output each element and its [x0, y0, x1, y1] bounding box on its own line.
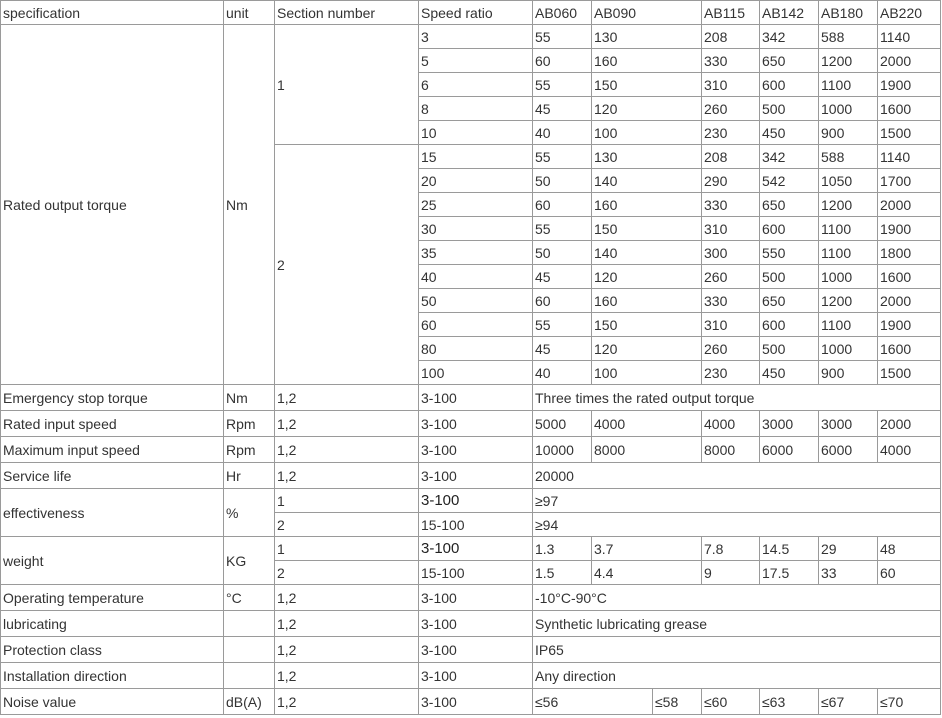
value-ab090: 140 — [592, 169, 702, 193]
value-ab142: 14.5 — [760, 537, 819, 561]
value-ab090: 100 — [592, 121, 702, 145]
value-ab220: 1600 — [878, 97, 941, 121]
value-ab180: 29 — [819, 537, 878, 561]
spec-value: Three times the rated output torque — [533, 385, 941, 411]
value-ab142: 17.5 — [760, 561, 819, 585]
header-model-ab115: AB115 — [702, 1, 760, 25]
value-ab090: 120 — [592, 97, 702, 121]
section-number: 1 — [275, 537, 419, 561]
header-specification: specification — [1, 1, 224, 25]
value-ab060: 40 — [533, 361, 592, 385]
value-ab220: 1600 — [878, 265, 941, 289]
value-ab060: 50 — [533, 169, 592, 193]
value-ab115: 260 — [702, 265, 760, 289]
value-ab090: 140 — [592, 241, 702, 265]
value-ab180: 1200 — [819, 49, 878, 73]
spec-value: ≥97 — [533, 489, 941, 513]
value-ab060: 60 — [533, 49, 592, 73]
speed-ratio: 50 — [419, 289, 533, 313]
speed-ratio: 15 — [419, 145, 533, 169]
speed-ratio: 3-100 — [419, 637, 533, 663]
value-ab180: 1200 — [819, 289, 878, 313]
value-ab115: 230 — [702, 121, 760, 145]
value-ab115: 310 — [702, 217, 760, 241]
spec-unit: % — [224, 489, 275, 537]
value-ab115: 7.8 — [702, 537, 760, 561]
noise-value-row — [1, 689, 941, 715]
maximum-input-speed-row — [1, 437, 941, 463]
section-number: 2 — [275, 561, 419, 585]
header-model-ab142: AB142 — [760, 1, 819, 25]
spec-unit — [224, 637, 275, 663]
header-row — [1, 1, 941, 25]
value-ab115: 290 — [702, 169, 760, 193]
value-ab180: 1100 — [819, 313, 878, 337]
value-ab060: 55 — [533, 25, 592, 49]
section-number: 1,2 — [275, 663, 419, 689]
value-ab180: 900 — [819, 121, 878, 145]
value-ab220: 1800 — [878, 241, 941, 265]
rated-output-torque-block — [1, 25, 941, 385]
value-ab115: 260 — [702, 97, 760, 121]
spec-label: Rated input speed — [1, 411, 224, 437]
value-ab220: 2000 — [878, 49, 941, 73]
value-ab060: 55 — [533, 313, 592, 337]
value-ab142: 500 — [760, 265, 819, 289]
section-number: 1 — [275, 25, 419, 145]
section-number: 1 — [275, 489, 419, 513]
section-number: 1,2 — [275, 585, 419, 611]
value-ab090: 4000 — [592, 411, 702, 437]
spec-label: Protection class — [1, 637, 224, 663]
value-ab115: 260 — [702, 337, 760, 361]
value-ab090: 160 — [592, 289, 702, 313]
value-ab220: 60 — [878, 561, 941, 585]
spec-unit: Rpm — [224, 437, 275, 463]
spec-label: Operating temperature — [1, 585, 224, 611]
spec-label: Noise value — [1, 689, 224, 715]
value-ab115: 330 — [702, 49, 760, 73]
value-ab142: 542 — [760, 169, 819, 193]
speed-ratio: 100 — [419, 361, 533, 385]
value-ab180: 1050 — [819, 169, 878, 193]
value-ab090: 130 — [592, 145, 702, 169]
spec-label: weight — [1, 537, 224, 585]
value-ab090: 8000 — [592, 437, 702, 463]
header-speed-ratio: Speed ratio — [419, 1, 533, 25]
spec-label: Installation direction — [1, 663, 224, 689]
header-model-ab180: AB180 — [819, 1, 878, 25]
value-ab142: 650 — [760, 49, 819, 73]
value-ab115: 9 — [702, 561, 760, 585]
value-ab220: 1900 — [878, 73, 941, 97]
speed-ratio: 3-100 — [419, 663, 533, 689]
value-ab180: 900 — [819, 361, 878, 385]
speed-ratio: 3-100 — [419, 611, 533, 637]
value-ab060: 45 — [533, 337, 592, 361]
spec-label: lubricating — [1, 611, 224, 637]
value-ab060: 10000 — [533, 437, 592, 463]
value-ab220: 1900 — [878, 313, 941, 337]
value-ab142: 450 — [760, 121, 819, 145]
spec-unit: Nm — [224, 385, 275, 411]
spec-label: Maximum input speed — [1, 437, 224, 463]
speed-ratio: 6 — [419, 73, 533, 97]
speed-ratio: 3 — [419, 25, 533, 49]
spec-value: Any direction — [533, 663, 941, 689]
header-model-ab060: AB060 — [533, 1, 592, 25]
spec-value: 20000 — [533, 463, 941, 489]
service-life-row — [1, 463, 941, 489]
value-ab180: 1200 — [819, 193, 878, 217]
spec-unit: Hr — [224, 463, 275, 489]
value-ab115: 8000 — [702, 437, 760, 463]
value-ab220: 2000 — [878, 193, 941, 217]
value-ab115: 208 — [702, 25, 760, 49]
spec-unit — [224, 663, 275, 689]
value-ab060: 55 — [533, 73, 592, 97]
speed-ratio: 80 — [419, 337, 533, 361]
value-ab220: 4000 — [878, 437, 941, 463]
section-number: 1,2 — [275, 411, 419, 437]
section-number: 1,2 — [275, 437, 419, 463]
value-ab220: 1900 — [878, 217, 941, 241]
section-number: 2 — [275, 145, 419, 385]
value-ab090: 120 — [592, 265, 702, 289]
value-ab220: 1140 — [878, 145, 941, 169]
operating-temperature-row — [1, 585, 941, 611]
speed-ratio: 3-100 — [419, 689, 533, 715]
spec-unit: KG — [224, 537, 275, 585]
speed-ratio: 10 — [419, 121, 533, 145]
value-ab142: 650 — [760, 193, 819, 217]
value-ab090: 160 — [592, 49, 702, 73]
value-ab180: 588 — [819, 25, 878, 49]
value-ab180: ≤67 — [819, 689, 878, 715]
value-ab142: 500 — [760, 337, 819, 361]
value-ab180: 1000 — [819, 337, 878, 361]
speed-ratio: 35 — [419, 241, 533, 265]
header-unit: unit — [224, 1, 275, 25]
value-ab180: 33 — [819, 561, 878, 585]
value-ab060: 50 — [533, 241, 592, 265]
speed-ratio: 15-100 — [419, 513, 533, 537]
spec-unit — [224, 611, 275, 637]
value-ab090: 130 — [592, 25, 702, 49]
value-ab090: 160 — [592, 193, 702, 217]
value-ab220: 1140 — [878, 25, 941, 49]
speed-ratio: 15-100 — [419, 561, 533, 585]
value-ab142: 342 — [760, 25, 819, 49]
rated-input-speed-row — [1, 411, 941, 437]
value-ab180: 588 — [819, 145, 878, 169]
value-ab060: 5000 — [533, 411, 592, 437]
value-ab115: 208 — [702, 145, 760, 169]
speed-ratio: 40 — [419, 265, 533, 289]
value-ab090: 150 — [592, 73, 702, 97]
value-ab142: ≤63 — [760, 689, 819, 715]
value-ab060: 45 — [533, 265, 592, 289]
value-ab220: ≤70 — [878, 689, 941, 715]
value-ab060: 55 — [533, 145, 592, 169]
speed-ratio: 3-100 — [419, 385, 533, 411]
value-ab060: 45 — [533, 97, 592, 121]
value-ab115: 310 — [702, 313, 760, 337]
value-ab220: 1500 — [878, 121, 941, 145]
spec-value: Synthetic lubricating grease — [533, 611, 941, 637]
header-model-ab220: AB220 — [878, 1, 941, 25]
value-ab060: 40 — [533, 121, 592, 145]
section-number: 1,2 — [275, 463, 419, 489]
value-ab180: 1100 — [819, 241, 878, 265]
section-number: 2 — [275, 513, 419, 537]
speed-ratio: 20 — [419, 169, 533, 193]
spec-unit: Nm — [224, 25, 275, 385]
value-ab180: 1000 — [819, 265, 878, 289]
value-ab220: 1700 — [878, 169, 941, 193]
value-ab060: 1.3 — [533, 537, 592, 561]
value-ab142: 600 — [760, 217, 819, 241]
speed-ratio: 8 — [419, 97, 533, 121]
value-ab220: 1600 — [878, 337, 941, 361]
value-ab180: 1100 — [819, 217, 878, 241]
section-number: 1,2 — [275, 611, 419, 637]
value-ab090: 100 — [592, 361, 702, 385]
header-section-number: Section number — [275, 1, 419, 25]
value-ab142: 600 — [760, 313, 819, 337]
installation-direction-row — [1, 663, 941, 689]
spec-unit: dB(A) — [224, 689, 275, 715]
value-ab060: 60 — [533, 193, 592, 217]
spec-label: Service life — [1, 463, 224, 489]
torque-row — [1, 25, 941, 49]
value-ab115: 230 — [702, 361, 760, 385]
value-ab220: 1500 — [878, 361, 941, 385]
value-ab090: 3.7 — [592, 537, 702, 561]
value-ab142: 600 — [760, 73, 819, 97]
value-ab142: 650 — [760, 289, 819, 313]
spec-label: effectiveness — [1, 489, 224, 537]
lubricating-row — [1, 611, 941, 637]
speed-ratio: 3-100 — [419, 585, 533, 611]
value-ab142: 550 — [760, 241, 819, 265]
protection-class-row — [1, 637, 941, 663]
speed-ratio: 30 — [419, 217, 533, 241]
speed-ratio: 25 — [419, 193, 533, 217]
section-number: 1,2 — [275, 637, 419, 663]
section-number: 1,2 — [275, 689, 419, 715]
value-ab115: 300 — [702, 241, 760, 265]
value-ab115: 330 — [702, 193, 760, 217]
value-ab090: 150 — [592, 217, 702, 241]
value-ab180: 1100 — [819, 73, 878, 97]
speed-ratio: 3-100 — [419, 437, 533, 463]
value-ab220: 2000 — [878, 411, 941, 437]
value-ab142: 6000 — [760, 437, 819, 463]
value-ab142: 450 — [760, 361, 819, 385]
effectiveness-row-1 — [1, 489, 941, 513]
value-ab060: 55 — [533, 217, 592, 241]
spec-unit: °C — [224, 585, 275, 611]
spec-value: IP65 — [533, 637, 941, 663]
value-ab142: 3000 — [760, 411, 819, 437]
value-ab180: 1000 — [819, 97, 878, 121]
value-ab115: 4000 — [702, 411, 760, 437]
speed-ratio: 3-100 — [419, 537, 533, 561]
speed-ratio: 5 — [419, 49, 533, 73]
value-ab090: 150 — [592, 313, 702, 337]
spec-value: ≥94 — [533, 513, 941, 537]
section-number: 1,2 — [275, 385, 419, 411]
value-ab220: 48 — [878, 537, 941, 561]
speed-ratio: 3-100 — [419, 411, 533, 437]
speed-ratio: 3-100 — [419, 463, 533, 489]
value-ab090: 120 — [592, 337, 702, 361]
weight-row-1 — [1, 537, 941, 561]
value-ab060: 60 — [533, 289, 592, 313]
spec-label: Emergency stop torque — [1, 385, 224, 411]
value-ab115: 310 — [702, 73, 760, 97]
spec-label: Rated output torque — [1, 25, 224, 385]
value-ab142: 500 — [760, 97, 819, 121]
value-ab090: ≤58 — [653, 689, 702, 715]
value-ab115: ≤60 — [702, 689, 760, 715]
value-ab115: 330 — [702, 289, 760, 313]
speed-ratio: 60 — [419, 313, 533, 337]
value-ab090: 4.4 — [592, 561, 702, 585]
header-model-ab090: AB090 — [592, 1, 702, 25]
emergency-stop-torque-row — [1, 385, 941, 411]
value-ab180: 6000 — [819, 437, 878, 463]
value-ab142: 342 — [760, 145, 819, 169]
value-ab060: 1.5 — [533, 561, 592, 585]
spec-value: -10°C-90°C — [533, 585, 941, 611]
speed-ratio: 3-100 — [419, 489, 533, 513]
value-ab180: 3000 — [819, 411, 878, 437]
spec-unit: Rpm — [224, 411, 275, 437]
value-ab060: ≤56 — [533, 689, 653, 715]
value-ab220: 2000 — [878, 289, 941, 313]
